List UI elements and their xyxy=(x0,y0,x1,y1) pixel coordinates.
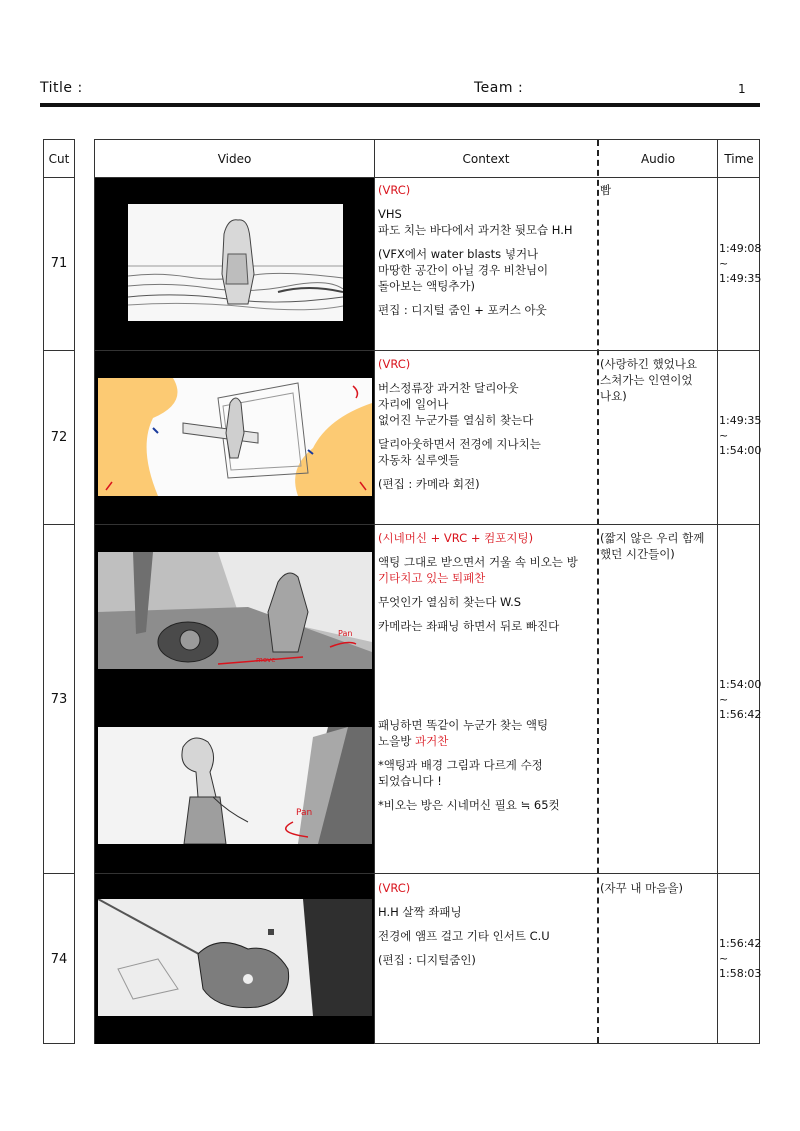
context-text: 액팅 그대로 받으면서 거울 속 비오는 방 기타치고 있는 퇴폐찬 xyxy=(378,555,578,585)
annotation-move: move xyxy=(256,656,276,664)
time-separator: ~ xyxy=(719,429,729,442)
storyboard-frame-bus-stop xyxy=(98,378,372,496)
context-cell-72 xyxy=(378,356,592,500)
context-text: VHS 파도 치는 바다에서 과거찬 뒷모습 H.H xyxy=(378,207,573,237)
annotation-pan: Pan xyxy=(338,629,353,638)
column-divider-dashed xyxy=(597,140,599,1043)
storyboard-frame-beach xyxy=(128,204,343,321)
context-text: 달리아웃하면서 전경에 지나치는 자동차 실루엣들 xyxy=(378,437,541,467)
cut-tag: (시네머신 + VRC + 컴포지팅) xyxy=(378,531,534,545)
time-cell-73 xyxy=(719,677,761,722)
time-start: 1:49:08 xyxy=(719,242,762,255)
video-panel-73 xyxy=(95,525,374,873)
cut-tag: (VRC) xyxy=(378,183,411,197)
context-text: H.H 살짝 좌패닝 xyxy=(378,905,462,919)
context-text: 버스정류장 과거찬 달리아웃 자리에 일어나 없어진 누군가를 열심히 찾는다 xyxy=(378,381,534,427)
time-header: Time xyxy=(724,151,754,166)
time-cell-72 xyxy=(719,413,761,458)
header-rule xyxy=(40,103,760,107)
context-text: 편집 : 디지털 줌인 + 포커스 아웃 xyxy=(378,303,547,317)
team-label: Team : xyxy=(474,80,524,96)
annotation-pan: Pan xyxy=(296,808,313,818)
context-text: *비오는 방은 시네머신 필요 ≒ 65컷 xyxy=(378,798,560,812)
context-text: (편집 : 디지털줌인) xyxy=(378,953,476,967)
context-text: 카메라는 좌패닝 하면서 뒤로 빠진다 xyxy=(378,619,560,633)
video-panel-74 xyxy=(95,874,374,1044)
time-cell-74 xyxy=(719,936,761,981)
audio-cell-74: (자꾸 내 마음을) xyxy=(600,881,683,895)
storyboard-frame-sunset-room xyxy=(98,727,372,844)
time-end: 1:54:00 xyxy=(719,444,762,457)
time-start: 1:49:35 xyxy=(719,414,762,427)
time-start: 1:54:00 xyxy=(719,678,762,691)
context-cell-71 xyxy=(378,182,592,326)
cut-tag: (VRC) xyxy=(378,881,411,895)
time-end: 1:58:03 xyxy=(719,967,762,980)
time-separator: ~ xyxy=(719,257,729,270)
video-panel-72 xyxy=(95,351,374,524)
time-end: 1:49:35 xyxy=(719,272,762,285)
cut-tag: (VRC) xyxy=(378,357,411,371)
context-text: 전경에 앰프 걸고 기타 인서트 C.U xyxy=(378,929,550,943)
context-text: 무엇인가 열심히 찾는다 W.S xyxy=(378,595,522,609)
video-header: Video xyxy=(217,151,252,166)
cut-number: 71 xyxy=(50,256,68,271)
cut-column xyxy=(43,139,75,1044)
storyboard-frame-rain-room xyxy=(98,552,372,669)
context-text: 패닝하면 똑같이 누군가 찾는 액팅 노을방 과거찬 xyxy=(378,718,549,748)
context-header: Context xyxy=(462,151,510,166)
audio-header: Audio xyxy=(640,151,676,166)
time-separator: ~ xyxy=(719,952,729,965)
storyboard-frame-guitar xyxy=(98,899,372,1016)
context-text: (편집 : 카메라 회전) xyxy=(378,477,480,491)
audio-cell-73: (짧지 않은 우리 함께 했던 시간들이) xyxy=(600,531,705,561)
context-cell-73b xyxy=(378,717,592,821)
cut-number: 73 xyxy=(50,691,68,707)
column-divider xyxy=(717,140,718,1043)
time-end: 1:56:42 xyxy=(719,708,762,721)
cut-number: 72 xyxy=(50,430,68,445)
column-divider xyxy=(374,140,375,1043)
context-text: (VFX에서 water blasts 넣거나 마땅한 공간이 아닐 경우 비찬님이 돌아보는 액팅추가) xyxy=(378,247,549,293)
cut-header: Cut xyxy=(44,140,74,178)
storyboard-table xyxy=(94,139,760,1044)
time-cell-71 xyxy=(719,241,761,286)
time-start: 1:56:42 xyxy=(719,937,762,950)
audio-cell-71: 빰 xyxy=(600,183,612,197)
title-label: Title : xyxy=(40,80,83,96)
context-cell-73 xyxy=(378,530,592,642)
video-panel-71 xyxy=(95,178,374,350)
cut-number: 74 xyxy=(50,951,68,967)
context-cell-74 xyxy=(378,880,592,976)
time-separator: ~ xyxy=(719,693,729,706)
audio-cell-72: (사랑하긴 했었나요 스쳐가는 인연이었 나요) xyxy=(600,357,698,403)
page-number: 1 xyxy=(738,82,747,96)
context-text: *액팅과 배경 그림과 다르게 수정 되었습니다 ! xyxy=(378,758,543,788)
